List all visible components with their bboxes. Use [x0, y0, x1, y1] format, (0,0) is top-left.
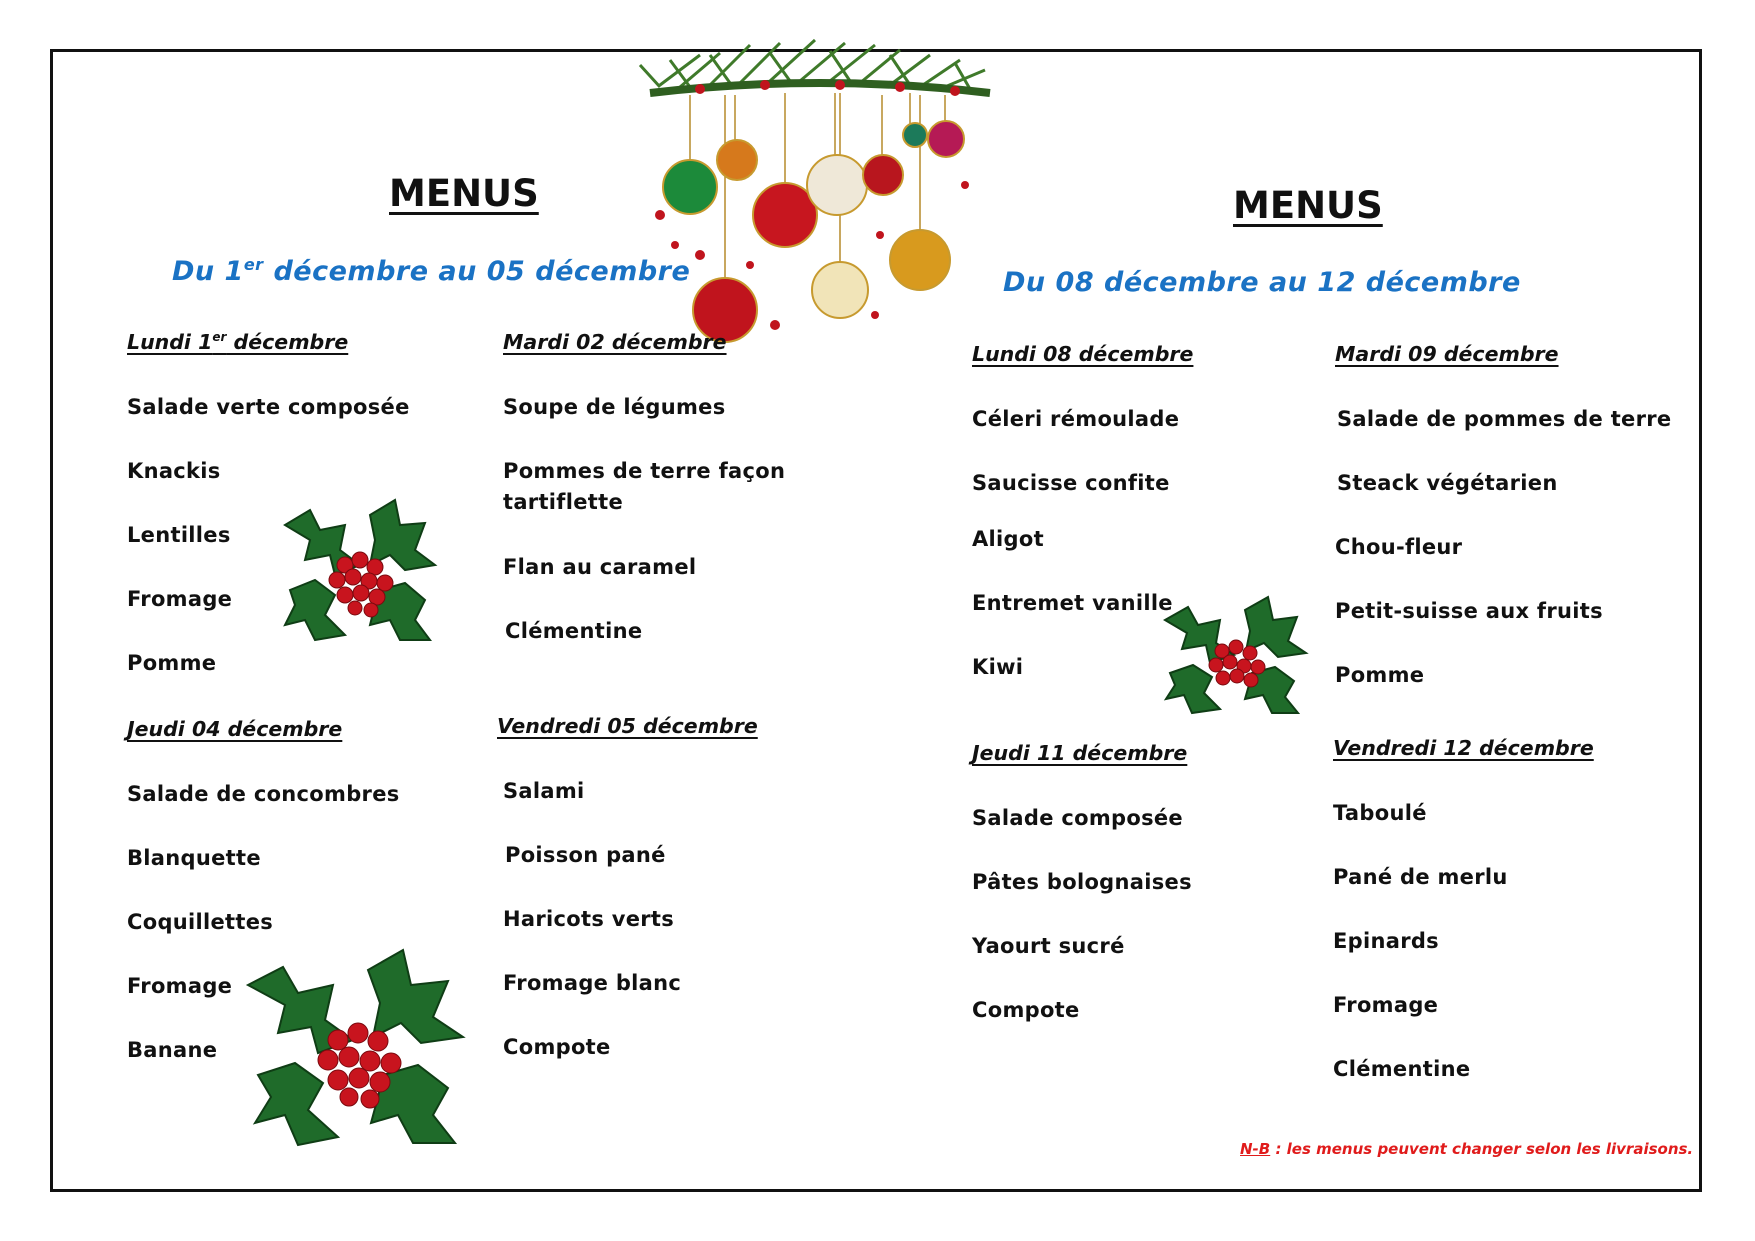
menu-item: Yaourt sucré: [972, 934, 1125, 958]
day-heading-friday-5: Vendredi 05 décembre: [497, 714, 758, 738]
menu-item: Taboulé: [1333, 801, 1427, 825]
menu-item: Epinards: [1333, 929, 1439, 953]
week2-title: MENUS: [1233, 184, 1383, 227]
menu-item: Soupe de légumes: [503, 395, 726, 419]
menu-item: Pané de merlu: [1333, 865, 1508, 889]
holly-berries-icon: [243, 945, 483, 1155]
menu-item: Knackis: [127, 459, 221, 483]
footnote: N-B : les menus peuvent changer selon les livraisons.: [1240, 1140, 1694, 1158]
menu-item: Salami: [503, 779, 585, 803]
menu-item: Fromage: [1333, 993, 1439, 1017]
menu-item: Salade de pommes de terre: [1337, 407, 1672, 431]
menu-item: Haricots verts: [503, 907, 675, 931]
day-heading-tuesday-2: Mardi 02 décembre: [503, 330, 727, 354]
menu-item: Compote: [503, 1035, 611, 1059]
menu-item: Entremet vanille: [972, 591, 1173, 615]
menu-item: Céleri rémoulade: [972, 407, 1180, 431]
menu-item: Coquillettes: [127, 910, 274, 934]
menu-item: Petit-suisse aux fruits: [1335, 599, 1603, 623]
menu-item: Pomme: [1335, 663, 1425, 687]
menu-item: Steack végétarien: [1337, 471, 1558, 495]
menu-item: Saucisse confite: [972, 471, 1170, 495]
menu-item: Compote: [972, 998, 1080, 1022]
menu-item: Fromage: [127, 974, 233, 998]
holly-berries-icon: [1160, 595, 1315, 715]
menu-item: Salade composée: [972, 806, 1183, 830]
menu-item: Poisson pané: [505, 843, 666, 867]
christmas-ornaments-icon: [640, 15, 1000, 345]
menu-item: Clémentine: [505, 619, 643, 643]
menu-item: Salade verte composée: [127, 395, 410, 419]
day-heading-friday-12: Vendredi 12 décembre: [1333, 736, 1594, 760]
day-heading-thursday-4: Jeudi 04 décembre: [127, 717, 343, 741]
day-heading-thursday-11: Jeudi 11 décembre: [972, 741, 1188, 765]
menu-item: Blanquette: [127, 846, 261, 870]
holly-berries-icon: [275, 495, 445, 650]
menu-item: Flan au caramel: [503, 555, 697, 579]
menu-item: Pomme: [127, 651, 217, 675]
menu-item: Fromage: [127, 587, 233, 611]
menu-item: Salade de concombres: [127, 782, 400, 806]
week2-date-range: Du 08 décembre au 12 décembre: [1003, 267, 1521, 298]
menu-item: Pâtes bolognaises: [972, 870, 1192, 894]
menu-item: Aligot: [972, 527, 1044, 551]
menu-item: Clémentine: [1333, 1057, 1471, 1081]
menu-item: Banane: [127, 1038, 218, 1062]
day-heading-tuesday-9: Mardi 09 décembre: [1335, 342, 1559, 366]
week1-date-range: Du 1er décembre au 05 décembre: [172, 255, 691, 287]
week1-title: MENUS: [389, 172, 539, 215]
menu-item: Kiwi: [972, 655, 1024, 679]
day-heading-monday-8: Lundi 08 décembre: [972, 342, 1194, 366]
menu-item: Lentilles: [127, 523, 231, 547]
menu-item: Pommes de terre façon tartiflette: [503, 459, 786, 514]
day-heading-monday-1: Lundi 1er décembre: [127, 330, 349, 354]
menu-item: Chou-fleur: [1335, 535, 1463, 559]
menu-item: Fromage blanc: [503, 971, 682, 995]
